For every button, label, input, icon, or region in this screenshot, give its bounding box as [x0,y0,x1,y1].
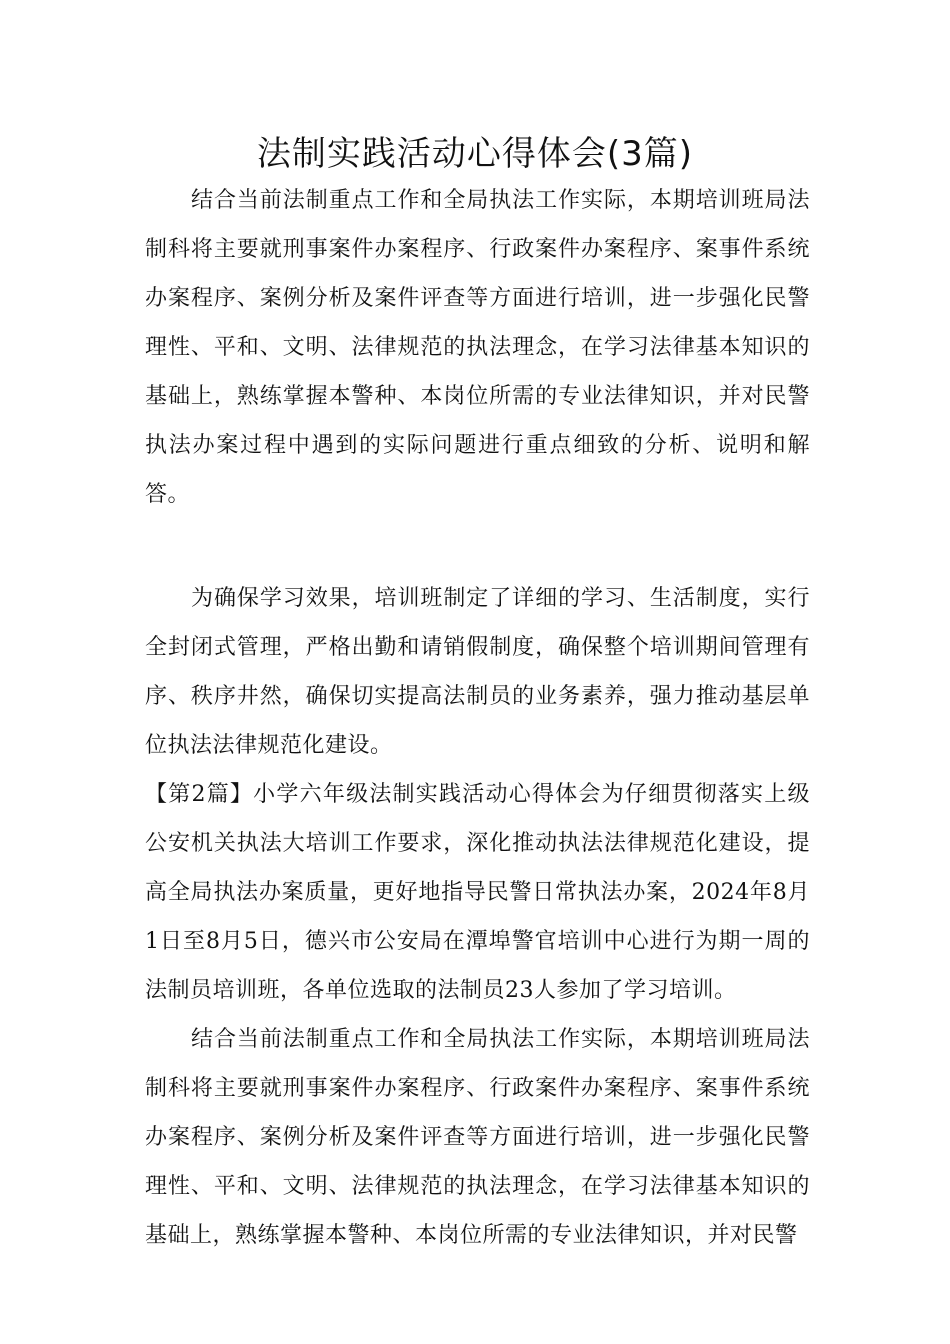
paragraph-1: 结合当前法制重点工作和全局执法工作实际，本期培训班局法制科将主要就刑事案件办案程序、行政案件办案程序、案事件系统办案程序、案例分析及案件评查等方面进行培训，进一步强化民警理性、平和、文明、法律规范的执法理念，在学习法律基本知识的基础上，熟练掌握本警种、本岗位所需的专业法律知识，并对民警执法办案过程中遇到的实际问题进行重点细致的分析、说明和解答。 [145,188,810,507]
paragraph-3: 【第2篇】小学六年级法制实践活动心得体会为仔细贯彻落实上级公安机关执法大培训工作要求，深化推动执法法律规范化建设，提高全局执法办案质量，更好地指导民警日常执法办案，2024年8月1日至8月5日，德兴市公安局在潭埠警官培训中心进行为期一周的法制员培训班，各单位选取的法制员23人参加了学习培训。 [145,782,810,1003]
document-title: 法制实践活动心得体会(3篇) [256,134,694,174]
paragraph-4: 结合当前法制重点工作和全局执法工作实际，本期培训班局法制科将主要就刑事案件办案程序、行政案件办案程序、案事件系统办案程序、案例分析及案件评查等方面进行培训，进一步强化民警理性、平和、文明、法律规范的执法理念，在学习法律基本知识的基础上，熟练掌握本警种、本岗位所需的专业法律知识，并对民警 [145,1027,810,1248]
document-body [145,176,810,1260]
paragraph-2: 为确保学习效果，培训班制定了详细的学习、生活制度，实行全封闭式管理，严格出勤和请销假制度，确保整个培训期间管理有序、秩序井然，确保切实提高法制员的业务素养，强力推动基层单位执法法律规范化建设。 [145,586,810,758]
paragraph-spacer [145,519,810,574]
